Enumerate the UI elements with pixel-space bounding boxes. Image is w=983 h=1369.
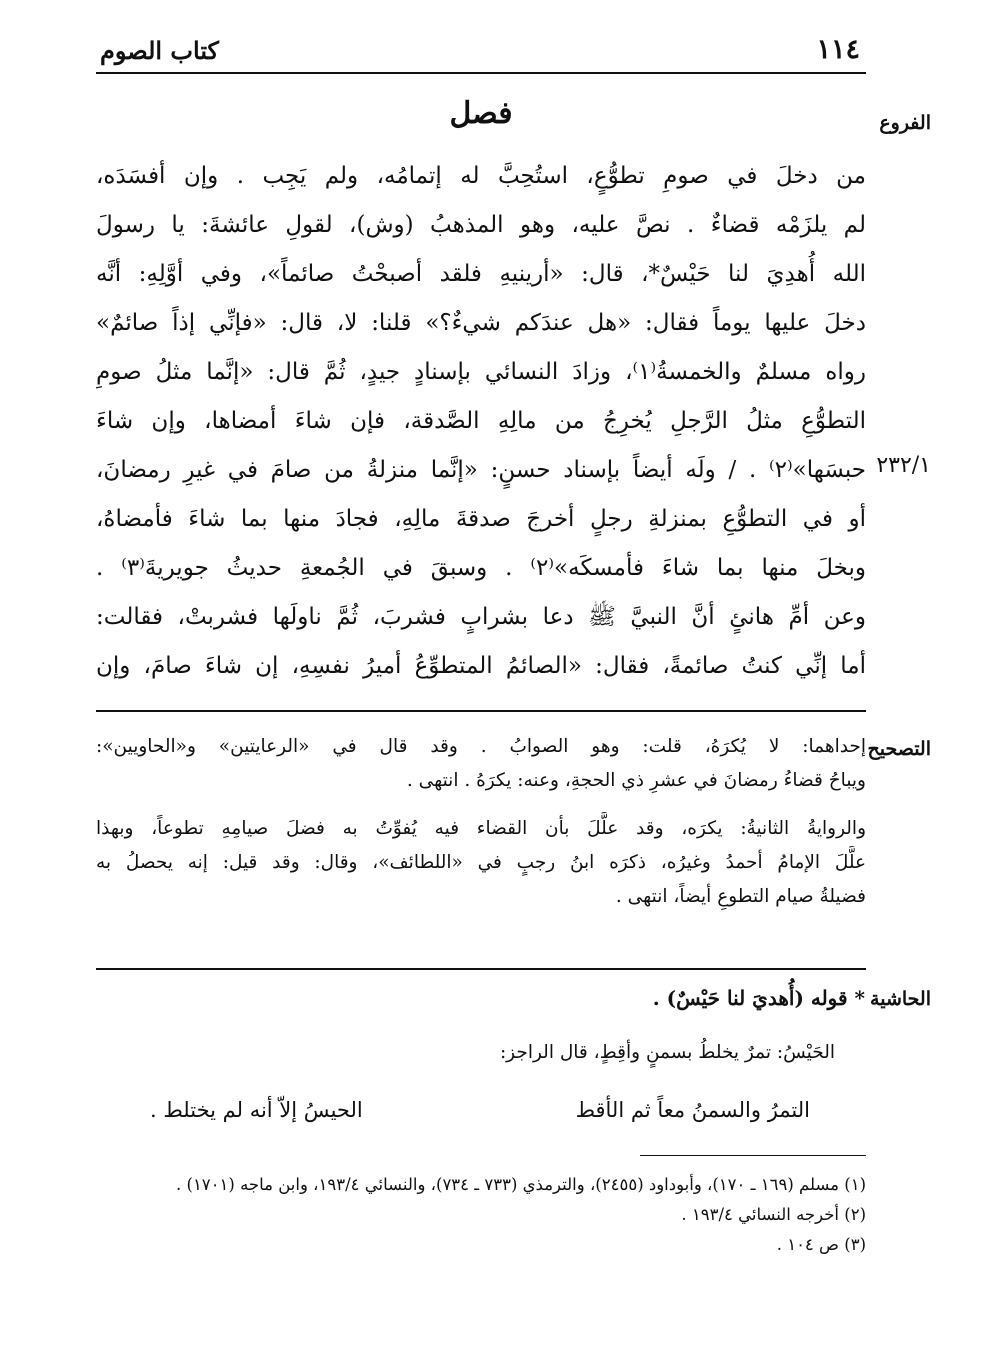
divider: [96, 968, 866, 970]
main-text-line: التطوُّعِ مثلُ الرَّجلِ يُخرِجُ من مالِهِ الصَّدقة، فإن شاءَ أمضاها، وإن شاءَ: [96, 408, 866, 434]
footnote: (٢) أخرجه النسائي ١٩٣/٤ .: [681, 1205, 866, 1224]
tashih-line: إحداهما: لا يُكرَهُ، قلت: وهو الصوابُ . وقد قال في «الرعايتين» و«الحاويين»:: [96, 736, 866, 757]
main-text-line: أو في التطوُّعِ بمنزلةِ رجلٍ أخرجَ صدقةَ مالِهِ، فجادَ منها بما شاءَ فأمضاهُ،: [96, 506, 866, 532]
main-text-line: دخلَ عليها يوماً فقال: «هل عندَكم شيءٌ؟» قلنا: لا، قال: «فإنِّي إذاً صائمٌ»: [96, 310, 866, 336]
divider: [96, 710, 866, 712]
verse-second-hemistich: الحيسُ إلاّ أنه لم يختلط .: [150, 1098, 363, 1122]
main-text: [96, 152, 866, 691]
tashih-line: والروايةُ الثانيةُ: يكرَه، وقد علَّلَ بأن القضاء فيه يُفوِّتُ به فضلَ صيامِهِ تطوعاً، وبهذا: [96, 818, 866, 839]
tashih-line: ويباحُ قضاءُ رمضانَ في عشرِ ذي الحجةِ، وعنه: يكرَهُ . انتهى .: [406, 770, 866, 791]
paragraph-gap: [96, 798, 866, 812]
verse-first-hemistich: التمرُ والسمنُ معاً ثم الأقط: [575, 1098, 810, 1122]
book-title: كتاب الصوم: [100, 36, 219, 65]
margin-label-tashih: التصحيح: [867, 738, 931, 760]
main-text-line: أما إنِّي كنتُ صائمةً، فقال: «الصائمُ المتطوِّعُ أميرُ نفسِهِ، إن شاءَ صامَ، وإن: [96, 653, 866, 679]
margin-label-hashiya: الحاشية: [870, 988, 931, 1010]
main-text-line: رواه مسلمٌ والخمسةُ⁽١⁾، وزادَ النسائي بإسنادٍ جيدٍ، ثُمَّ قال: «إنَّما مثلُ صومِ: [96, 359, 866, 385]
tashih-line: فضيلةُ صيام التطوعِ أيضاً، انتهى .: [615, 886, 866, 907]
main-text-line: من دخلَ في صومِ تطوُّعٍ، استُحِبَّ له إتمامُه، ولم يَجِب . وإن أفسَدَه،: [96, 163, 866, 189]
running-header: [96, 30, 866, 74]
footnote: (٣) ص ١٠٤ .: [776, 1235, 866, 1254]
main-text-line: حبسَها»⁽٢⁾ . / ولَه أيضاً بإسناد حسنٍ: «إنَّما منزلةُ من صامَ في غيرِ رمضانَ،: [96, 457, 866, 483]
margin-volume-reference: ٢٣٢/١: [876, 453, 931, 478]
footnotes: [96, 1170, 866, 1260]
footnote-separator: [640, 1155, 866, 1156]
footnote: (١) مسلم (١٦٩ ـ ١٧٠)، وأبوداود (٢٤٥٥)، والترمذي (٧٣٣ ـ ٧٣٤)، والنسائي ١٩٣/٤، وابن ماجه (١٧٠١) .: [176, 1175, 866, 1194]
section-heading: فصل: [449, 96, 513, 131]
main-text-line: وبخلَ منها بما شاءَ فأمسكَه»⁽٢⁾ . وسبقَ في الجُمعةِ حديثُ جويريةَ⁽٣⁾ .: [96, 555, 866, 581]
tashih-line: علَّلَ الإمامُ أحمدُ وغيرُه، ذكرَه ابنُ رجبٍ في «اللطائف»، وقال: وقد قيل: إنه يحصلُ به: [96, 852, 866, 873]
main-text-line: لم يلزَمْه قضاءٌ . نصَّ عليه، وهو المذهبُ (وش)، لقولِ عائشةَ: يا رسولَ: [96, 212, 866, 238]
tashih-text: [96, 730, 866, 914]
hashiya-definition: الحَيْسُ: تمرٌ يخلطُ بسمنٍ وأقِطٍ، قال الراجز:: [499, 1042, 835, 1063]
page-number: ١١٤: [816, 34, 860, 65]
hashiya-heading: * قوله (أُهديَ لنا حَيْسٌ) .: [652, 986, 865, 1010]
poetry-verse: [150, 1098, 810, 1138]
main-text-line: وعن أمِّ هانئٍ أنَّ النبيَّ ﷺ دعا بشرابٍ فشربَ، ثُمَّ ناولَها فشربتْ، فقالت:: [96, 604, 866, 630]
main-text-line: الله أُهدِيَ لنا حَيْسٌ*، قال: «أرينيهِ فلقد أصبحْتُ صائماً»، وفي أوَّلِهِ: أنَّه: [96, 261, 866, 287]
margin-label-furu: الفروع: [879, 112, 931, 134]
